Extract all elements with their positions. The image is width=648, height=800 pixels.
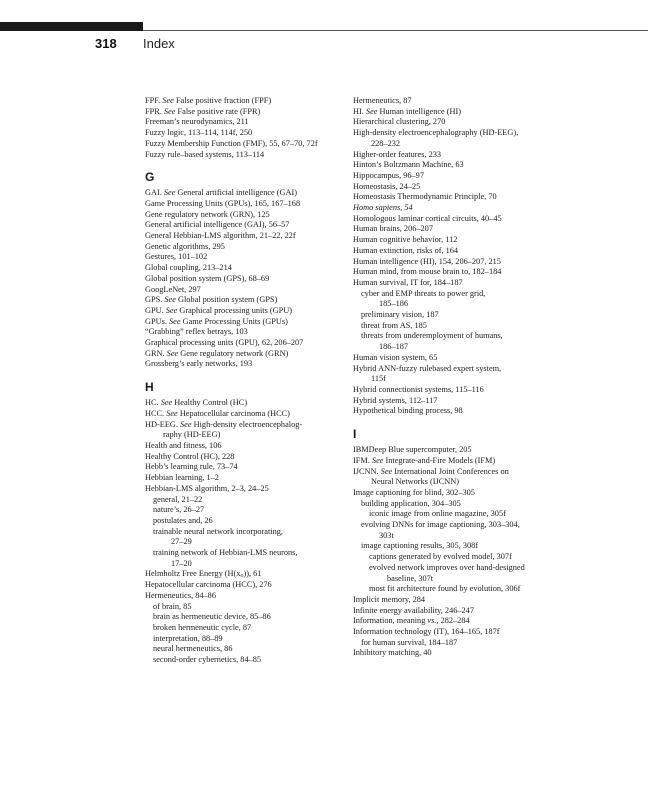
index-subentry: brain as hermeneutic device, 85–86 bbox=[153, 612, 271, 622]
index-subsubentry: most fit architecture found by evolution, 306f bbox=[369, 584, 521, 594]
index-subsubentry: iconic image from online magazine, 305f bbox=[369, 509, 506, 519]
index-entry: Homeostasis, 24–25 bbox=[353, 181, 421, 191]
index-entry: Hybrid systems, 112–117 bbox=[353, 395, 438, 405]
section-letter-g: G bbox=[145, 170, 155, 185]
index-entry-continued: 115f bbox=[371, 374, 386, 384]
index-entry: Hebb’s learning rule, 73–74 bbox=[145, 462, 238, 472]
index-column-left bbox=[145, 96, 365, 666]
index-subentry: nature’s, 26–27 bbox=[153, 505, 205, 515]
index-entry: Homologous laminar cortical circuits, 40–45 bbox=[353, 213, 502, 223]
index-entry: Hypothetical binding process, 98 bbox=[353, 406, 463, 416]
index-entry: Human survival, IT for, 184–187 bbox=[353, 277, 463, 287]
index-subentry: postulates and, 26 bbox=[153, 515, 213, 525]
index-subentry-continued: 185–186 bbox=[379, 299, 409, 309]
index-subentry: threats from underemployment of humans, bbox=[361, 331, 503, 341]
index-entry: Healthy Control (HC), 228 bbox=[145, 451, 235, 461]
index-subentry-continued: 303t bbox=[379, 530, 394, 540]
index-entry: GPUs. See Game Processing Units (GPUs) bbox=[145, 316, 288, 326]
index-entry: Hippocampus, 96–97 bbox=[353, 170, 424, 180]
index-entry: Human mind, from mouse brain to, 182–184 bbox=[353, 267, 502, 277]
index-entry: Human intelligence (HI), 154, 206–207, 215 bbox=[353, 256, 501, 266]
index-subentry: preliminary vision, 187 bbox=[361, 310, 439, 320]
index-column-right bbox=[353, 96, 618, 659]
index-entry-homo-sapiens: Homo sapiens, 54 bbox=[353, 203, 413, 213]
index-subentry: trainable neural network incorporating, bbox=[153, 526, 283, 536]
index-entry: GoogLeNet, 297 bbox=[145, 284, 201, 294]
index-entry: Information, meaning vs., 282–284 bbox=[353, 616, 470, 626]
index-entry: Hierarchical clustering, 270 bbox=[353, 117, 446, 127]
index-entry: Human cognitive behavior, 112 bbox=[353, 235, 458, 245]
index-entry: “Grabbing” reflex betrays, 103 bbox=[145, 327, 248, 337]
index-entry: Fuzzy rule–based systems, 113–114 bbox=[145, 149, 265, 159]
index-entry: GPS. See Global position system (GPS) bbox=[145, 295, 278, 305]
index-subentry: second-order cybernetics, 84–85 bbox=[153, 655, 262, 665]
index-entry: Inhibitory matching, 40 bbox=[353, 648, 432, 658]
header-rule bbox=[143, 30, 648, 31]
index-subentry: interpretation, 88–89 bbox=[153, 633, 223, 643]
index-entry: IBMDeep Blue supercomputer, 205 bbox=[353, 445, 472, 455]
index-entry-continued: 228–232 bbox=[371, 138, 401, 148]
index-entry: FPR. See False positive rate (FPR) bbox=[145, 106, 261, 116]
section-letter-i: I bbox=[353, 427, 357, 442]
index-entry-continued: raphy (HD-EEG) bbox=[163, 430, 221, 440]
index-subsubentry: evolved network improves over hand-designed bbox=[369, 562, 525, 572]
index-entry: Hermeneutics, 87 bbox=[353, 96, 412, 105]
index-subentry: cyber and EMP threats to power grid, bbox=[361, 288, 486, 298]
index-subentry: neural hermeneutics, 86 bbox=[153, 644, 233, 654]
index-entry: Hermeneutics, 84–86 bbox=[145, 590, 216, 600]
index-subentry: general, 21–22 bbox=[153, 494, 203, 504]
index-subentry-continued: 186–187 bbox=[379, 342, 409, 352]
index-entry: Information technology (IT), 164–165, 187f bbox=[353, 627, 500, 637]
index-entry: FPF. See False positive fraction (FPF) bbox=[145, 96, 272, 105]
index-entry: General artificial intelligence (GAI), 56–57 bbox=[145, 220, 290, 230]
index-entry: Gene regulatory network (GRN), 125 bbox=[145, 209, 270, 219]
index-entry: GAI. See General artificial intelligence (GAI) bbox=[145, 188, 298, 198]
index-subsubentry-continued: baseline, 307t bbox=[387, 573, 434, 583]
index-subentry-continued: 17–20 bbox=[171, 558, 192, 568]
index-entry: Hebbian-LMS algorithm, 2–3, 24–25 bbox=[145, 483, 269, 493]
index-entry-continued: Neural Networks (IJCNN) bbox=[371, 477, 460, 487]
index-entry: Game Processing Units (GPUs), 165, 167–168 bbox=[145, 198, 301, 208]
index-entry: GRN. See Gene regulatory network (GRN) bbox=[145, 348, 289, 358]
index-entry: Freeman’s neurodynamics, 211 bbox=[145, 117, 249, 127]
index-entry: Gestures, 101–102 bbox=[145, 252, 208, 262]
index-entry: Grossberg’s early networks, 193 bbox=[145, 359, 253, 369]
index-entry: Fuzzy logic, 113–114, 114f, 250 bbox=[145, 128, 253, 138]
index-subentry: of brain, 85 bbox=[153, 601, 192, 611]
index-entry: GPU. See Graphical processing units (GPU) bbox=[145, 305, 293, 315]
index-entry: IFM. See Integrate-and-Fire Models (IFM) bbox=[353, 455, 496, 465]
index-subentry: broken hermeneutic cycle, 87 bbox=[153, 622, 252, 632]
index-entry: Image captioning for blind, 302–305 bbox=[353, 487, 475, 497]
index-entry: Graphical processing units (GPU), 62, 206–207 bbox=[145, 338, 304, 348]
index-subentry: threat from AS, 185 bbox=[361, 320, 427, 330]
index-entry: HI. See Human intelligence (HI) bbox=[353, 106, 462, 116]
index-entry-helmholtz: Helmholtz Free Energy $(H(x_o))$, 61 bbox=[145, 569, 262, 580]
index-entry: Human extinction, risks of, 164 bbox=[353, 245, 459, 255]
index-subentry-continued: 27–29 bbox=[171, 537, 192, 547]
index-entry: Hepatocellular carcinoma (HCC), 276 bbox=[145, 580, 272, 590]
page-number: 318 bbox=[95, 36, 117, 51]
header-bar bbox=[0, 22, 143, 31]
index-entry: Human vision system, 65 bbox=[353, 352, 438, 362]
index-entry: Fuzzy Membership Function (FMF), 55, 67–70, 72f bbox=[145, 138, 318, 148]
index-subentry: building application, 304–305 bbox=[361, 498, 461, 508]
index-subentry: evolving DNNs for image captioning, 303–304, bbox=[361, 520, 520, 530]
index-entry: Hebbian learning, 1–2 bbox=[145, 473, 219, 483]
index-entry: Global coupling, 213–214 bbox=[145, 263, 232, 273]
index-entry: Health and fitness, 106 bbox=[145, 440, 222, 450]
index-entry: HCC. See Hepatocellular carcinoma (HCC) bbox=[145, 408, 290, 418]
index-entry: Human brains, 206–207 bbox=[353, 224, 433, 234]
index-entry: General Hebbian-LMS algorithm, 21–22, 22f bbox=[145, 231, 296, 241]
index-subentry: training network of Hebbian-LMS neurons, bbox=[153, 548, 298, 558]
index-entry: HC. See Healthy Control (HC) bbox=[145, 398, 248, 408]
index-subsubentry: captions generated by evolved model, 307f bbox=[369, 552, 512, 562]
index-entry: High-density electroencephalography (HD-EEG), bbox=[353, 128, 519, 138]
index-subentry: image captioning results, 305, 308f bbox=[361, 541, 479, 551]
index-subentry: for human survival, 184–187 bbox=[361, 637, 458, 647]
running-head: Index bbox=[143, 36, 175, 51]
index-entry: Homeostasis Thermodynamic Principle, 70 bbox=[353, 192, 497, 202]
index-entry: Hybrid connectionist systems, 115–116 bbox=[353, 384, 484, 394]
index-entry: Implicit memory, 284 bbox=[353, 594, 426, 604]
index-entry: Higher-order features, 233 bbox=[353, 149, 442, 159]
index-entry: Hinton’s Boltzmann Machine, 63 bbox=[353, 160, 464, 170]
section-letter-h: H bbox=[145, 380, 154, 395]
index-entry: HD-EEG. See High-density electroencephalog- bbox=[145, 419, 303, 429]
index-entry: Hybrid ANN-fuzzy rulebased expert system, bbox=[353, 363, 502, 373]
index-entry: Global position system (GPS), 68–69 bbox=[145, 273, 270, 283]
index-entry: Infinite energy availability, 246–247 bbox=[353, 605, 474, 615]
index-entry: Genetic algorithms, 295 bbox=[145, 241, 225, 251]
index-entry: IJCNN. See International Joint Conferences on bbox=[353, 466, 509, 476]
